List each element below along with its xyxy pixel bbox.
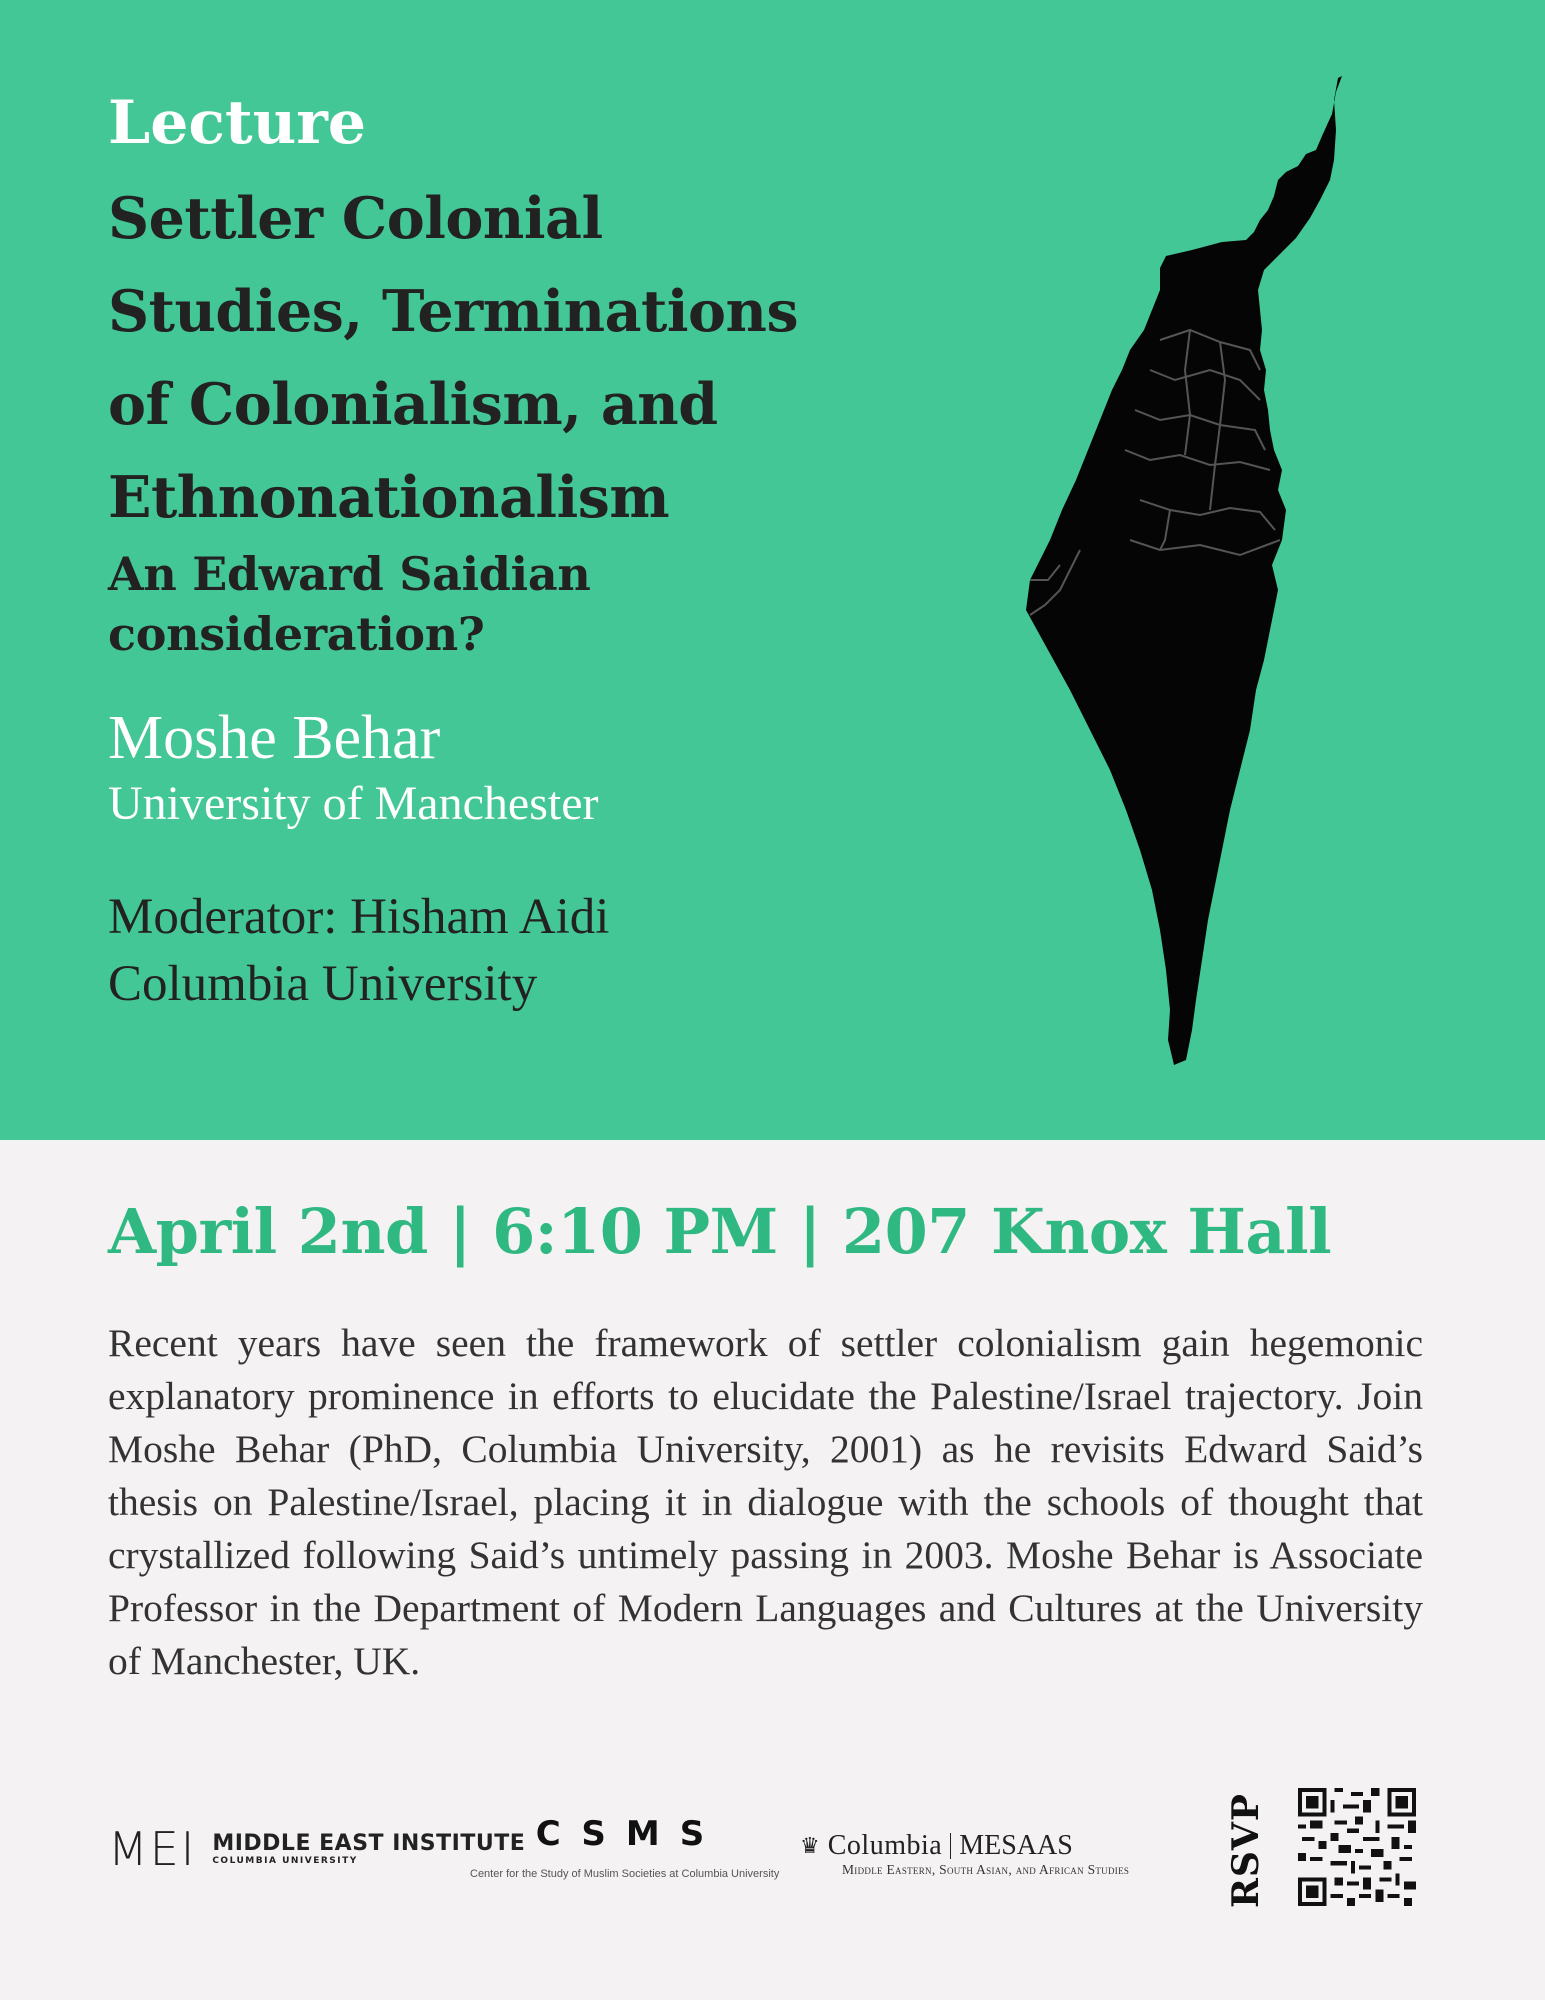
lecture-title bbox=[108, 172, 868, 544]
moderator bbox=[108, 884, 868, 1018]
subtitle-line: consideration? bbox=[108, 607, 485, 661]
hero-text-block bbox=[108, 82, 868, 1018]
palestine-map-icon bbox=[960, 70, 1360, 1090]
moderator-name: Moderator: Hisham Aidi bbox=[108, 889, 610, 945]
mesaas-subtitle: Middle Eastern, South Asian, and African Studies bbox=[842, 1862, 1130, 1877]
crown-icon: ♛ bbox=[800, 1833, 820, 1859]
event-description: Recent years have seen the framework of settler colonialism gain hegemonic explanatory prominence in efforts to elucidate the Palestine/Israel trajectory. Join Moshe Behar (PhD, Columbia University, 2001) as he revisits Edward Said’s thesis on Palestine/Israel, placing it in dialogue with the schools of thought that crystallized following Said’s untimely passing in 2003. Moshe Behar is Associate Professor in the Department of Modern Languages and Cultures at the University of Manchester, UK. bbox=[108, 1321, 1423, 1683]
mei-logo bbox=[108, 1822, 526, 1876]
lecture-subtitle bbox=[108, 544, 868, 664]
sponsor-logos bbox=[0, 1780, 1545, 1920]
csms-subtitle: Center for the Study of Muslim Societies at Columbia University bbox=[470, 1868, 780, 1880]
logo-divider bbox=[950, 1833, 951, 1859]
columbia-mesaas-logo bbox=[800, 1830, 1129, 1878]
rsvp-label: RSVP bbox=[1225, 1793, 1267, 1908]
mesaas-name: MESAAS bbox=[959, 1830, 1073, 1861]
title-line: of Colonialism, and bbox=[108, 371, 718, 438]
moderator-affiliation: Columbia University bbox=[108, 956, 538, 1012]
csms-name: CSMS bbox=[535, 1814, 725, 1854]
title-line: Ethnonationalism bbox=[108, 464, 670, 531]
title-line: Settler Colonial bbox=[108, 185, 603, 252]
mei-subtitle: COLUMBIA UNIVERSITY bbox=[212, 1856, 358, 1866]
speaker-name: Moshe Behar bbox=[108, 704, 441, 772]
csms-logo bbox=[470, 1814, 780, 1880]
lecture-label: Lecture bbox=[108, 88, 367, 158]
event-details: April 2nd | 6:10 PM | 207 Knox Hall bbox=[108, 1195, 1332, 1268]
qr-code-icon[interactable] bbox=[1298, 1788, 1416, 1906]
title-line: Studies, Terminations bbox=[108, 278, 799, 345]
mei-name: MIDDLE EAST INSTITUTE bbox=[212, 1831, 526, 1856]
subtitle-line: An Edward Saidian bbox=[108, 547, 591, 601]
mei-mark: MEI bbox=[108, 1822, 197, 1876]
columbia-name: Columbia bbox=[827, 1830, 943, 1861]
speaker-affiliation: University of Manchester bbox=[108, 777, 599, 830]
